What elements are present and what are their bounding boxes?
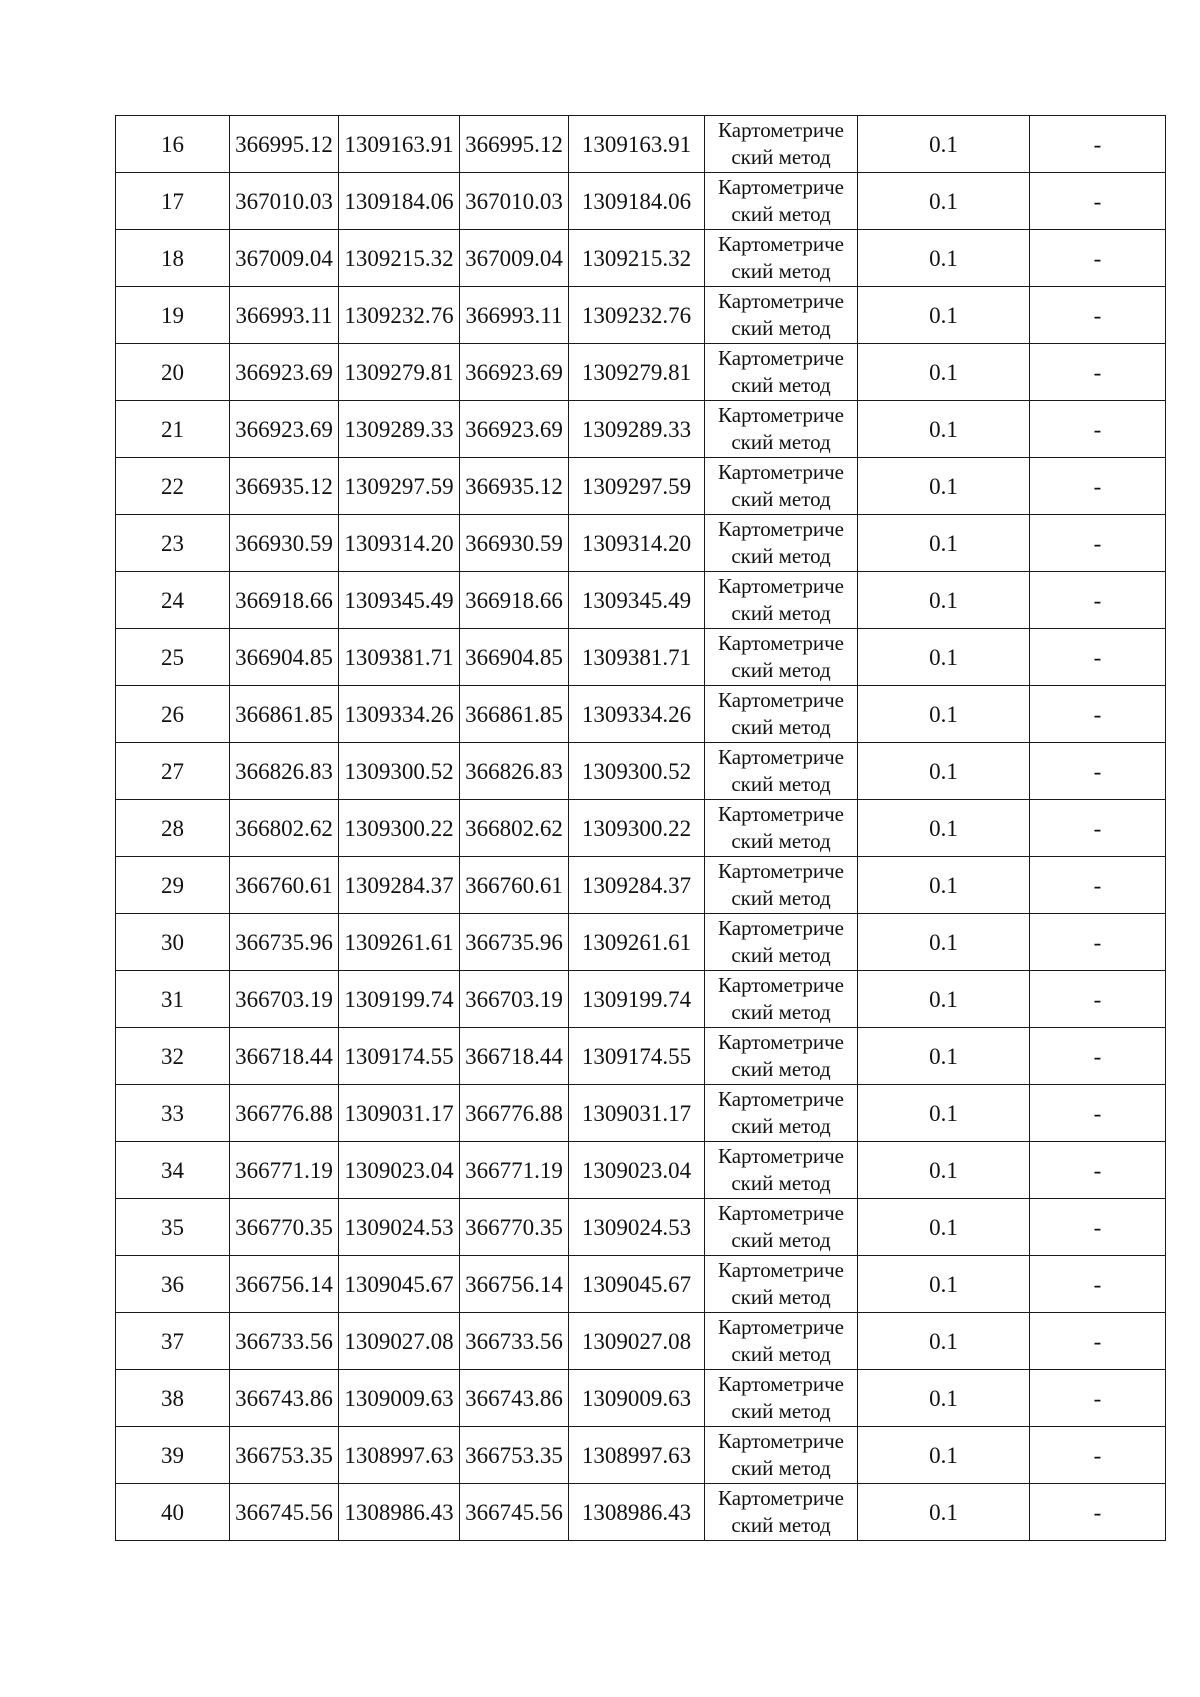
description-cell: - — [1030, 686, 1166, 743]
point-number-cell: 17 — [116, 173, 230, 230]
method-text: ский метод — [731, 1513, 831, 1537]
description-cell: - — [1030, 401, 1166, 458]
description-cell: - — [1030, 743, 1166, 800]
description-cell: - — [1030, 458, 1166, 515]
point-number-cell: 38 — [116, 1370, 230, 1427]
accuracy-cell: 0.1 — [858, 572, 1030, 629]
method-text: ский метод — [731, 1228, 831, 1252]
accuracy-cell: 0.1 — [858, 743, 1030, 800]
point-number-cell: 37 — [116, 1313, 230, 1370]
x-coordinate-existing-cell: 366756.14 — [230, 1256, 339, 1313]
table-row — [116, 686, 1166, 743]
x-coordinate-specified-cell: 366995.12 — [460, 116, 569, 173]
point-number-cell: 25 — [116, 629, 230, 686]
description-cell: - — [1030, 173, 1166, 230]
method-cell — [705, 230, 858, 287]
y-coordinate-specified-cell: 1309199.74 — [569, 971, 705, 1028]
description-cell: - — [1030, 1313, 1166, 1370]
y-coordinate-specified-cell: 1309031.17 — [569, 1085, 705, 1142]
y-coordinate-existing-cell: 1309334.26 — [339, 686, 460, 743]
x-coordinate-existing-cell: 366802.62 — [230, 800, 339, 857]
method-text: ский метод — [731, 202, 831, 226]
point-number-cell: 33 — [116, 1085, 230, 1142]
y-coordinate-specified-cell: 1309284.37 — [569, 857, 705, 914]
x-coordinate-existing-cell: 366743.86 — [230, 1370, 339, 1427]
x-coordinate-existing-cell: 366760.61 — [230, 857, 339, 914]
accuracy-cell: 0.1 — [858, 1484, 1030, 1541]
method-text: ский метод — [731, 316, 831, 340]
method-text: Картометриче — [718, 745, 844, 769]
method-text: ский метод — [731, 544, 831, 568]
table-row — [116, 1484, 1166, 1541]
table-row — [116, 1028, 1166, 1085]
description-cell: - — [1030, 1256, 1166, 1313]
table-row — [116, 743, 1166, 800]
method-text: Картометриче — [718, 1429, 844, 1453]
point-number-cell: 20 — [116, 344, 230, 401]
y-coordinate-specified-cell: 1309289.33 — [569, 401, 705, 458]
point-number-cell: 29 — [116, 857, 230, 914]
method-text: ский метод — [731, 829, 831, 853]
x-coordinate-existing-cell: 366718.44 — [230, 1028, 339, 1085]
method-cell — [705, 1313, 858, 1370]
accuracy-cell: 0.1 — [858, 1313, 1030, 1370]
point-number-cell: 31 — [116, 971, 230, 1028]
x-coordinate-specified-cell: 366993.11 — [460, 287, 569, 344]
method-cell — [705, 914, 858, 971]
x-coordinate-existing-cell: 366771.19 — [230, 1142, 339, 1199]
x-coordinate-specified-cell: 366718.44 — [460, 1028, 569, 1085]
x-coordinate-existing-cell: 367009.04 — [230, 230, 339, 287]
method-cell — [705, 686, 858, 743]
method-cell — [705, 971, 858, 1028]
point-number-cell: 21 — [116, 401, 230, 458]
x-coordinate-existing-cell: 366995.12 — [230, 116, 339, 173]
method-cell — [705, 857, 858, 914]
accuracy-cell: 0.1 — [858, 800, 1030, 857]
description-cell: - — [1030, 1085, 1166, 1142]
method-text: ский метод — [731, 1285, 831, 1309]
x-coordinate-specified-cell: 366760.61 — [460, 857, 569, 914]
y-coordinate-specified-cell: 1309215.32 — [569, 230, 705, 287]
y-coordinate-existing-cell: 1309009.63 — [339, 1370, 460, 1427]
accuracy-cell: 0.1 — [858, 1142, 1030, 1199]
method-cell — [705, 515, 858, 572]
description-cell: - — [1030, 800, 1166, 857]
y-coordinate-specified-cell: 1309279.81 — [569, 344, 705, 401]
table-row — [116, 116, 1166, 173]
y-coordinate-existing-cell: 1308997.63 — [339, 1427, 460, 1484]
method-text: Картометриче — [718, 1372, 844, 1396]
table-body — [116, 116, 1166, 1541]
point-number-cell: 40 — [116, 1484, 230, 1541]
x-coordinate-specified-cell: 366735.96 — [460, 914, 569, 971]
accuracy-cell: 0.1 — [858, 401, 1030, 458]
table-row — [116, 1370, 1166, 1427]
method-cell — [705, 1028, 858, 1085]
y-coordinate-specified-cell: 1309261.61 — [569, 914, 705, 971]
accuracy-cell: 0.1 — [858, 1370, 1030, 1427]
description-cell: - — [1030, 1199, 1166, 1256]
table-row — [116, 572, 1166, 629]
y-coordinate-specified-cell: 1309027.08 — [569, 1313, 705, 1370]
accuracy-cell: 0.1 — [858, 686, 1030, 743]
description-cell: - — [1030, 116, 1166, 173]
x-coordinate-specified-cell: 366826.83 — [460, 743, 569, 800]
table-row — [116, 173, 1166, 230]
method-text: Картометриче — [718, 175, 844, 199]
x-coordinate-existing-cell: 366770.35 — [230, 1199, 339, 1256]
y-coordinate-existing-cell: 1309184.06 — [339, 173, 460, 230]
accuracy-cell: 0.1 — [858, 515, 1030, 572]
table-row — [116, 1256, 1166, 1313]
y-coordinate-existing-cell: 1309345.49 — [339, 572, 460, 629]
table-row — [116, 971, 1166, 1028]
table-row — [116, 1313, 1166, 1370]
x-coordinate-specified-cell: 366861.85 — [460, 686, 569, 743]
y-coordinate-specified-cell: 1309297.59 — [569, 458, 705, 515]
y-coordinate-existing-cell: 1308986.43 — [339, 1484, 460, 1541]
x-coordinate-specified-cell: 366802.62 — [460, 800, 569, 857]
description-cell: - — [1030, 344, 1166, 401]
y-coordinate-existing-cell: 1309297.59 — [339, 458, 460, 515]
description-cell: - — [1030, 629, 1166, 686]
method-text: ский метод — [731, 1000, 831, 1024]
x-coordinate-existing-cell: 366735.96 — [230, 914, 339, 971]
x-coordinate-existing-cell: 366703.19 — [230, 971, 339, 1028]
y-coordinate-specified-cell: 1309232.76 — [569, 287, 705, 344]
point-number-cell: 28 — [116, 800, 230, 857]
method-text: Картометриче — [718, 973, 844, 997]
y-coordinate-specified-cell: 1309381.71 — [569, 629, 705, 686]
x-coordinate-specified-cell: 366918.66 — [460, 572, 569, 629]
method-text: ский метод — [731, 1456, 831, 1480]
method-text: ский метод — [731, 1057, 831, 1081]
method-text: Картометриче — [718, 1201, 844, 1225]
description-cell: - — [1030, 287, 1166, 344]
method-text: ский метод — [731, 715, 831, 739]
table-row — [116, 914, 1166, 971]
method-cell — [705, 458, 858, 515]
method-cell — [705, 173, 858, 230]
point-number-cell: 35 — [116, 1199, 230, 1256]
x-coordinate-specified-cell: 366923.69 — [460, 344, 569, 401]
method-text: ский метод — [731, 1399, 831, 1423]
method-text: ский метод — [731, 772, 831, 796]
point-number-cell: 30 — [116, 914, 230, 971]
accuracy-cell: 0.1 — [858, 971, 1030, 1028]
y-coordinate-specified-cell: 1309345.49 — [569, 572, 705, 629]
method-text: Картометриче — [718, 859, 844, 883]
description-cell: - — [1030, 572, 1166, 629]
x-coordinate-existing-cell: 366935.12 — [230, 458, 339, 515]
method-cell — [705, 287, 858, 344]
method-cell — [705, 1199, 858, 1256]
x-coordinate-specified-cell: 366753.35 — [460, 1427, 569, 1484]
x-coordinate-existing-cell: 366776.88 — [230, 1085, 339, 1142]
x-coordinate-specified-cell: 366904.85 — [460, 629, 569, 686]
method-text: ский метод — [731, 943, 831, 967]
y-coordinate-specified-cell: 1309334.26 — [569, 686, 705, 743]
x-coordinate-existing-cell: 367010.03 — [230, 173, 339, 230]
description-cell: - — [1030, 515, 1166, 572]
accuracy-cell: 0.1 — [858, 1199, 1030, 1256]
x-coordinate-specified-cell: 366703.19 — [460, 971, 569, 1028]
point-number-cell: 18 — [116, 230, 230, 287]
accuracy-cell: 0.1 — [858, 344, 1030, 401]
y-coordinate-existing-cell: 1309261.61 — [339, 914, 460, 971]
description-cell: - — [1030, 1028, 1166, 1085]
y-coordinate-existing-cell: 1309199.74 — [339, 971, 460, 1028]
y-coordinate-specified-cell: 1309300.22 — [569, 800, 705, 857]
y-coordinate-existing-cell: 1309289.33 — [339, 401, 460, 458]
method-cell — [705, 800, 858, 857]
y-coordinate-existing-cell: 1309031.17 — [339, 1085, 460, 1142]
y-coordinate-existing-cell: 1309284.37 — [339, 857, 460, 914]
table-row — [116, 458, 1166, 515]
table-row — [116, 287, 1166, 344]
y-coordinate-specified-cell: 1308997.63 — [569, 1427, 705, 1484]
method-text: Картометриче — [718, 1258, 844, 1282]
method-text: ский метод — [731, 487, 831, 511]
method-cell — [705, 629, 858, 686]
description-cell: - — [1030, 1370, 1166, 1427]
accuracy-cell: 0.1 — [858, 629, 1030, 686]
method-text: Картометриче — [718, 802, 844, 826]
y-coordinate-existing-cell: 1309174.55 — [339, 1028, 460, 1085]
y-coordinate-existing-cell: 1309314.20 — [339, 515, 460, 572]
x-coordinate-existing-cell: 366923.69 — [230, 344, 339, 401]
x-coordinate-specified-cell: 367010.03 — [460, 173, 569, 230]
table-row — [116, 857, 1166, 914]
y-coordinate-specified-cell: 1309163.91 — [569, 116, 705, 173]
accuracy-cell: 0.1 — [858, 173, 1030, 230]
y-coordinate-existing-cell: 1309163.91 — [339, 116, 460, 173]
description-cell: - — [1030, 1427, 1166, 1484]
point-number-cell: 24 — [116, 572, 230, 629]
method-text: Картометриче — [718, 688, 844, 712]
x-coordinate-existing-cell: 366918.66 — [230, 572, 339, 629]
x-coordinate-existing-cell: 366753.35 — [230, 1427, 339, 1484]
point-number-cell: 23 — [116, 515, 230, 572]
method-cell — [705, 116, 858, 173]
point-number-cell: 36 — [116, 1256, 230, 1313]
x-coordinate-existing-cell: 366930.59 — [230, 515, 339, 572]
y-coordinate-existing-cell: 1309279.81 — [339, 344, 460, 401]
method-text: Картометриче — [718, 118, 844, 142]
y-coordinate-existing-cell: 1309300.22 — [339, 800, 460, 857]
accuracy-cell: 0.1 — [858, 1427, 1030, 1484]
description-cell: - — [1030, 857, 1166, 914]
method-text: ский метод — [731, 658, 831, 682]
y-coordinate-specified-cell: 1309314.20 — [569, 515, 705, 572]
method-text: Картометриче — [718, 1486, 844, 1510]
description-cell: - — [1030, 1142, 1166, 1199]
accuracy-cell: 0.1 — [858, 458, 1030, 515]
coordinates-table — [115, 115, 1166, 1541]
y-coordinate-specified-cell: 1309009.63 — [569, 1370, 705, 1427]
y-coordinate-specified-cell: 1309045.67 — [569, 1256, 705, 1313]
table-row — [116, 401, 1166, 458]
x-coordinate-specified-cell: 366776.88 — [460, 1085, 569, 1142]
method-cell — [705, 344, 858, 401]
accuracy-cell: 0.1 — [858, 287, 1030, 344]
method-text: Картометриче — [718, 916, 844, 940]
x-coordinate-specified-cell: 366930.59 — [460, 515, 569, 572]
point-number-cell: 34 — [116, 1142, 230, 1199]
method-text: Картометриче — [718, 1087, 844, 1111]
point-number-cell: 39 — [116, 1427, 230, 1484]
x-coordinate-specified-cell: 366733.56 — [460, 1313, 569, 1370]
table-row — [116, 230, 1166, 287]
description-cell: - — [1030, 230, 1166, 287]
method-text: Картометриче — [718, 1315, 844, 1339]
method-cell — [705, 1370, 858, 1427]
method-cell — [705, 1085, 858, 1142]
method-text: ский метод — [731, 259, 831, 283]
y-coordinate-specified-cell: 1309024.53 — [569, 1199, 705, 1256]
method-text: ский метод — [731, 373, 831, 397]
description-cell: - — [1030, 971, 1166, 1028]
y-coordinate-specified-cell: 1309174.55 — [569, 1028, 705, 1085]
y-coordinate-specified-cell: 1309184.06 — [569, 173, 705, 230]
table-row — [116, 515, 1166, 572]
x-coordinate-specified-cell: 366770.35 — [460, 1199, 569, 1256]
description-cell: - — [1030, 1484, 1166, 1541]
point-number-cell: 27 — [116, 743, 230, 800]
table-row — [116, 1085, 1166, 1142]
y-coordinate-existing-cell: 1309024.53 — [339, 1199, 460, 1256]
description-cell: - — [1030, 914, 1166, 971]
method-text: Картометриче — [718, 403, 844, 427]
method-cell — [705, 1484, 858, 1541]
method-text: Картометриче — [718, 517, 844, 541]
method-text: ский метод — [731, 430, 831, 454]
method-text: ский метод — [731, 1114, 831, 1138]
accuracy-cell: 0.1 — [858, 914, 1030, 971]
y-coordinate-specified-cell: 1309300.52 — [569, 743, 705, 800]
y-coordinate-existing-cell: 1309381.71 — [339, 629, 460, 686]
x-coordinate-specified-cell: 366935.12 — [460, 458, 569, 515]
method-cell — [705, 1427, 858, 1484]
x-coordinate-existing-cell: 366826.83 — [230, 743, 339, 800]
x-coordinate-specified-cell: 366745.56 — [460, 1484, 569, 1541]
x-coordinate-specified-cell: 366756.14 — [460, 1256, 569, 1313]
method-text: ский метод — [731, 1171, 831, 1195]
accuracy-cell: 0.1 — [858, 230, 1030, 287]
point-number-cell: 19 — [116, 287, 230, 344]
method-cell — [705, 401, 858, 458]
table-row — [116, 800, 1166, 857]
accuracy-cell: 0.1 — [858, 116, 1030, 173]
method-text: Картометриче — [718, 232, 844, 256]
x-coordinate-specified-cell: 367009.04 — [460, 230, 569, 287]
method-text: Картометриче — [718, 574, 844, 598]
x-coordinate-existing-cell: 366904.85 — [230, 629, 339, 686]
method-text: ский метод — [731, 886, 831, 910]
method-cell — [705, 1256, 858, 1313]
accuracy-cell: 0.1 — [858, 1256, 1030, 1313]
point-number-cell: 26 — [116, 686, 230, 743]
x-coordinate-existing-cell: 366993.11 — [230, 287, 339, 344]
point-number-cell: 32 — [116, 1028, 230, 1085]
method-text: Картометриче — [718, 631, 844, 655]
method-text: Картометриче — [718, 1144, 844, 1168]
method-cell — [705, 1142, 858, 1199]
x-coordinate-existing-cell: 366733.56 — [230, 1313, 339, 1370]
x-coordinate-specified-cell: 366923.69 — [460, 401, 569, 458]
point-number-cell: 22 — [116, 458, 230, 515]
table-row — [116, 629, 1166, 686]
x-coordinate-specified-cell: 366743.86 — [460, 1370, 569, 1427]
method-text: Картометриче — [718, 460, 844, 484]
y-coordinate-specified-cell: 1308986.43 — [569, 1484, 705, 1541]
y-coordinate-specified-cell: 1309023.04 — [569, 1142, 705, 1199]
x-coordinate-existing-cell: 366923.69 — [230, 401, 339, 458]
method-text: Картометриче — [718, 346, 844, 370]
accuracy-cell: 0.1 — [858, 1085, 1030, 1142]
method-text: ский метод — [731, 601, 831, 625]
method-cell — [705, 572, 858, 629]
table-row — [116, 1427, 1166, 1484]
method-text: Картометриче — [718, 289, 844, 313]
y-coordinate-existing-cell: 1309045.67 — [339, 1256, 460, 1313]
table-row — [116, 344, 1166, 401]
method-text: ский метод — [731, 145, 831, 169]
table-row — [116, 1199, 1166, 1256]
x-coordinate-existing-cell: 366745.56 — [230, 1484, 339, 1541]
method-text: Картометриче — [718, 1030, 844, 1054]
accuracy-cell: 0.1 — [858, 1028, 1030, 1085]
y-coordinate-existing-cell: 1309023.04 — [339, 1142, 460, 1199]
x-coordinate-specified-cell: 366771.19 — [460, 1142, 569, 1199]
accuracy-cell: 0.1 — [858, 857, 1030, 914]
method-cell — [705, 743, 858, 800]
y-coordinate-existing-cell: 1309232.76 — [339, 287, 460, 344]
y-coordinate-existing-cell: 1309027.08 — [339, 1313, 460, 1370]
x-coordinate-existing-cell: 366861.85 — [230, 686, 339, 743]
method-text: ский метод — [731, 1342, 831, 1366]
point-number-cell: 16 — [116, 116, 230, 173]
table-row — [116, 1142, 1166, 1199]
y-coordinate-existing-cell: 1309215.32 — [339, 230, 460, 287]
y-coordinate-existing-cell: 1309300.52 — [339, 743, 460, 800]
